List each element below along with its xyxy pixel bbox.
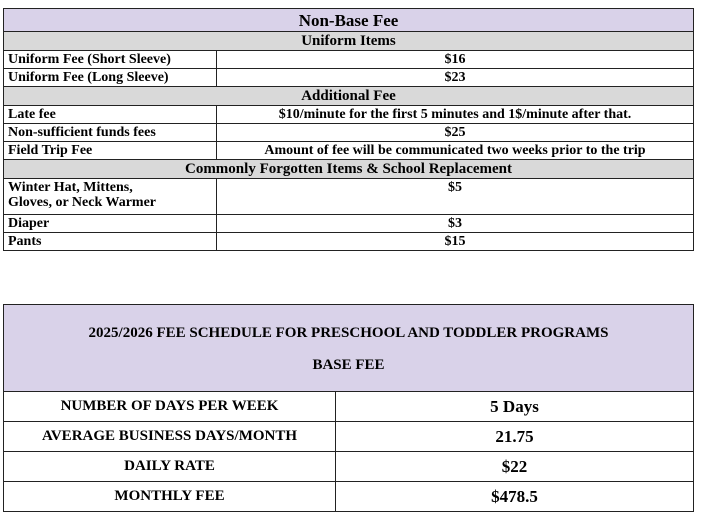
fee-label: Pants bbox=[4, 233, 217, 251]
fee-label: Uniform Fee (Short Sleeve) bbox=[4, 51, 217, 69]
base-fee-table bbox=[3, 304, 694, 512]
fee-label: Uniform Fee (Long Sleeve) bbox=[4, 69, 217, 87]
fee-value: $25 bbox=[217, 124, 694, 142]
table-row bbox=[4, 124, 694, 142]
table-row bbox=[4, 51, 694, 69]
base-fee-label: NUMBER OF DAYS PER WEEK bbox=[4, 392, 336, 422]
fee-value: $3 bbox=[217, 215, 694, 233]
base-fee-subtitle: BASE FEE bbox=[312, 357, 385, 373]
table-row bbox=[4, 233, 694, 251]
table-row bbox=[4, 179, 694, 215]
schedule-title: 2025/2026 FEE SCHEDULE FOR PRESCHOOL AND TODDLER PROGRAMS bbox=[88, 325, 609, 341]
table-row bbox=[4, 142, 694, 160]
table-row bbox=[4, 482, 694, 512]
fee-value: Amount of fee will be communicated two weeks prior to the trip bbox=[217, 142, 694, 160]
base-fee-label: MONTHLY FEE bbox=[4, 482, 336, 512]
table-row bbox=[4, 392, 694, 422]
table-row bbox=[4, 69, 694, 87]
fee-label: Late fee bbox=[4, 106, 217, 124]
fee-label: Field Trip Fee bbox=[4, 142, 217, 160]
table-row bbox=[4, 106, 694, 124]
fee-label bbox=[4, 179, 217, 215]
fee-value: $15 bbox=[217, 233, 694, 251]
section-heading-additional: Additional Fee bbox=[4, 87, 694, 106]
fee-value: $10/minute for the first 5 minutes and 1$/minute after that. bbox=[217, 106, 694, 124]
fee-value: $16 bbox=[217, 51, 694, 69]
fee-value: $5 bbox=[217, 179, 694, 215]
table-header-row bbox=[4, 305, 694, 392]
base-fee-value: 5 Days bbox=[336, 392, 694, 422]
base-fee-value: $22 bbox=[336, 452, 694, 482]
fee-label-line: Gloves, or Neck Warmer bbox=[8, 195, 157, 210]
fee-label: Diaper bbox=[4, 215, 217, 233]
table-row bbox=[4, 452, 694, 482]
section-heading-forgotten-items: Commonly Forgotten Items & School Replacement bbox=[4, 160, 694, 179]
section-heading-uniform: Uniform Items bbox=[4, 32, 694, 51]
table-row bbox=[4, 215, 694, 233]
base-fee-header bbox=[4, 305, 694, 392]
section-heading-row bbox=[4, 32, 694, 51]
non-base-fee-title: Non-Base Fee bbox=[4, 9, 694, 32]
base-fee-value: 21.75 bbox=[336, 422, 694, 452]
fee-value: $23 bbox=[217, 69, 694, 87]
table-title-row bbox=[4, 9, 694, 32]
section-heading-row bbox=[4, 160, 694, 179]
non-base-fee-table bbox=[3, 8, 694, 251]
base-fee-label: AVERAGE BUSINESS DAYS/MONTH bbox=[4, 422, 336, 452]
fee-label: Non-sufficient funds fees bbox=[4, 124, 217, 142]
fee-label-line: Winter Hat, Mittens, bbox=[8, 180, 133, 195]
base-fee-value: $478.5 bbox=[336, 482, 694, 512]
section-heading-row bbox=[4, 87, 694, 106]
table-row bbox=[4, 422, 694, 452]
base-fee-label: DAILY RATE bbox=[4, 452, 336, 482]
